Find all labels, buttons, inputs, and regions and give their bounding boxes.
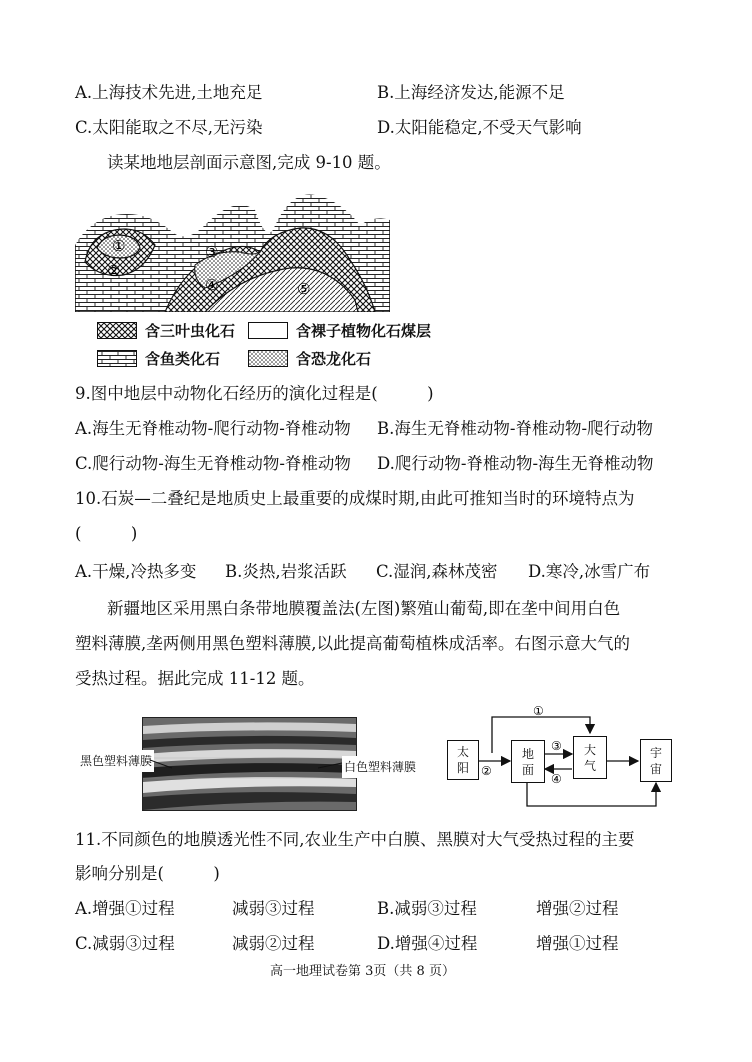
q10-option-c: C.湿润,森林茂密 (376, 562, 498, 581)
space-box (640, 739, 672, 782)
q10-bracket: ( ) (75, 524, 138, 543)
legend-fish-label: 含鱼类化石 (145, 350, 221, 368)
q8-option-b: B.上海经济发达,能源不足 (377, 83, 565, 102)
label-5: ⑤ (297, 280, 311, 298)
q10-option-a: A.干燥,冷热多变 (75, 562, 197, 581)
atmosphere-box (573, 736, 607, 779)
process-2-label: ② (481, 764, 492, 778)
q8-option-c: C.太阳能取之不尽,无污染 (75, 118, 263, 137)
fish-swatch-icon (97, 350, 137, 367)
legend-trilobite (97, 320, 235, 341)
ground-label-2: 面 (521, 762, 534, 777)
q11-option-a-part1: A.增强①过程 (75, 899, 175, 918)
q11-option-d-part2: 增强①过程 (536, 934, 619, 953)
trilobite-swatch-icon (97, 322, 137, 339)
intro-9-10: 读某地地层剖面示意图,完成 9-10 题。 (107, 153, 391, 172)
q9-option-b: B.海生无脊椎动物-脊椎动物-爬行动物 (377, 419, 654, 438)
q11-option-a-part2: 减弱③过程 (232, 899, 315, 918)
space-label-2: 宙 (649, 761, 662, 776)
black-film-label: 黑色塑料薄膜 (78, 750, 154, 772)
q9-stem: 9.图中地层中动物化石经历的演化过程是( ) (75, 384, 434, 403)
process-4-label: ④ (551, 772, 562, 786)
dinosaur-swatch-icon (248, 350, 288, 367)
q10-option-d: D.寒冷,冰雪广布 (528, 562, 651, 581)
ground-label-1: 地 (521, 746, 534, 761)
legend-dinosaur-label: 含恐龙化石 (296, 350, 372, 368)
label-2: ② (107, 262, 121, 280)
q11-option-b-part1: B.减弱③过程 (377, 899, 477, 918)
q11-stem-line1: 11.不同颜色的地膜透光性不同,农业生产中白膜、黑膜对大气受热过程的主要 (75, 830, 635, 849)
ground-box (511, 740, 545, 783)
strata-figure (75, 190, 390, 312)
legend-trilobite-label: 含三叶虫化石 (145, 322, 236, 340)
q8-option-a: A.上海技术先进,土地充足 (75, 83, 263, 102)
white-film-pointer (318, 760, 344, 770)
sun-label-1: 太 (456, 745, 469, 759)
q8-option-d: D.太阳能稳定,不受天气影响 (377, 118, 582, 137)
q9-option-a: A.海生无脊椎动物-爬行动物-脊椎动物 (75, 419, 351, 438)
atmosphere-label-2: 气 (583, 758, 596, 773)
q11-option-b-part2: 增强②过程 (536, 899, 619, 918)
page-footer: 高一地理试卷第 3页（共 8 页） (270, 964, 455, 979)
legend-fish (97, 348, 220, 369)
q11-stem-line2: 影响分别是( ) (75, 864, 220, 883)
atmosphere-label-1: 大 (583, 742, 596, 757)
q11-option-c-part1: C.减弱③过程 (75, 934, 175, 953)
q9-option-c: C.爬行动物-海生无脊椎动物-脊椎动物 (75, 454, 351, 473)
space-label-1: 宇 (649, 745, 662, 760)
legend-dinosaur (248, 348, 371, 369)
process-1-label: ① (533, 704, 544, 718)
sun-label-2: 阳 (456, 761, 469, 775)
legend-gymnosperm (248, 320, 431, 341)
label-1: ① (112, 237, 126, 255)
white-film-label: 白色塑料薄膜 (342, 756, 418, 778)
q11-option-c-part2: 减弱②过程 (232, 934, 315, 953)
q10-option-b: B.炎热,岩浆活跃 (225, 562, 347, 581)
intro-11-12-line1: 新疆地区采用黑白条带地膜覆盖法(左图)繁殖山葡萄,即在垄中间用白色 (107, 599, 621, 618)
intro-11-12-line2: 塑料薄膜,垄两侧用黑色塑料薄膜,以此提高葡萄植株成活率。右图示意大气的 (75, 634, 630, 653)
q9-option-d: D.爬行动物-脊椎动物-海生无脊椎动物 (377, 454, 654, 473)
legend-gymnosperm-label: 含裸子植物化石煤层 (296, 322, 432, 340)
process-3-label: ③ (551, 739, 562, 753)
gymnosperm-swatch-icon (248, 322, 288, 339)
q11-option-d-part1: D.增强④过程 (377, 934, 478, 953)
black-film-pointer (150, 758, 175, 770)
sun-box (447, 740, 479, 780)
q10-stem: 10.石炭—二叠纪是地质史上最重要的成煤时期,由此可推知当时的环境特点为 (75, 489, 635, 508)
intro-11-12-line3: 受热过程。据此完成 11-12 题。 (75, 669, 315, 688)
label-3: ③ (205, 243, 219, 261)
label-4: ④ (205, 276, 219, 294)
